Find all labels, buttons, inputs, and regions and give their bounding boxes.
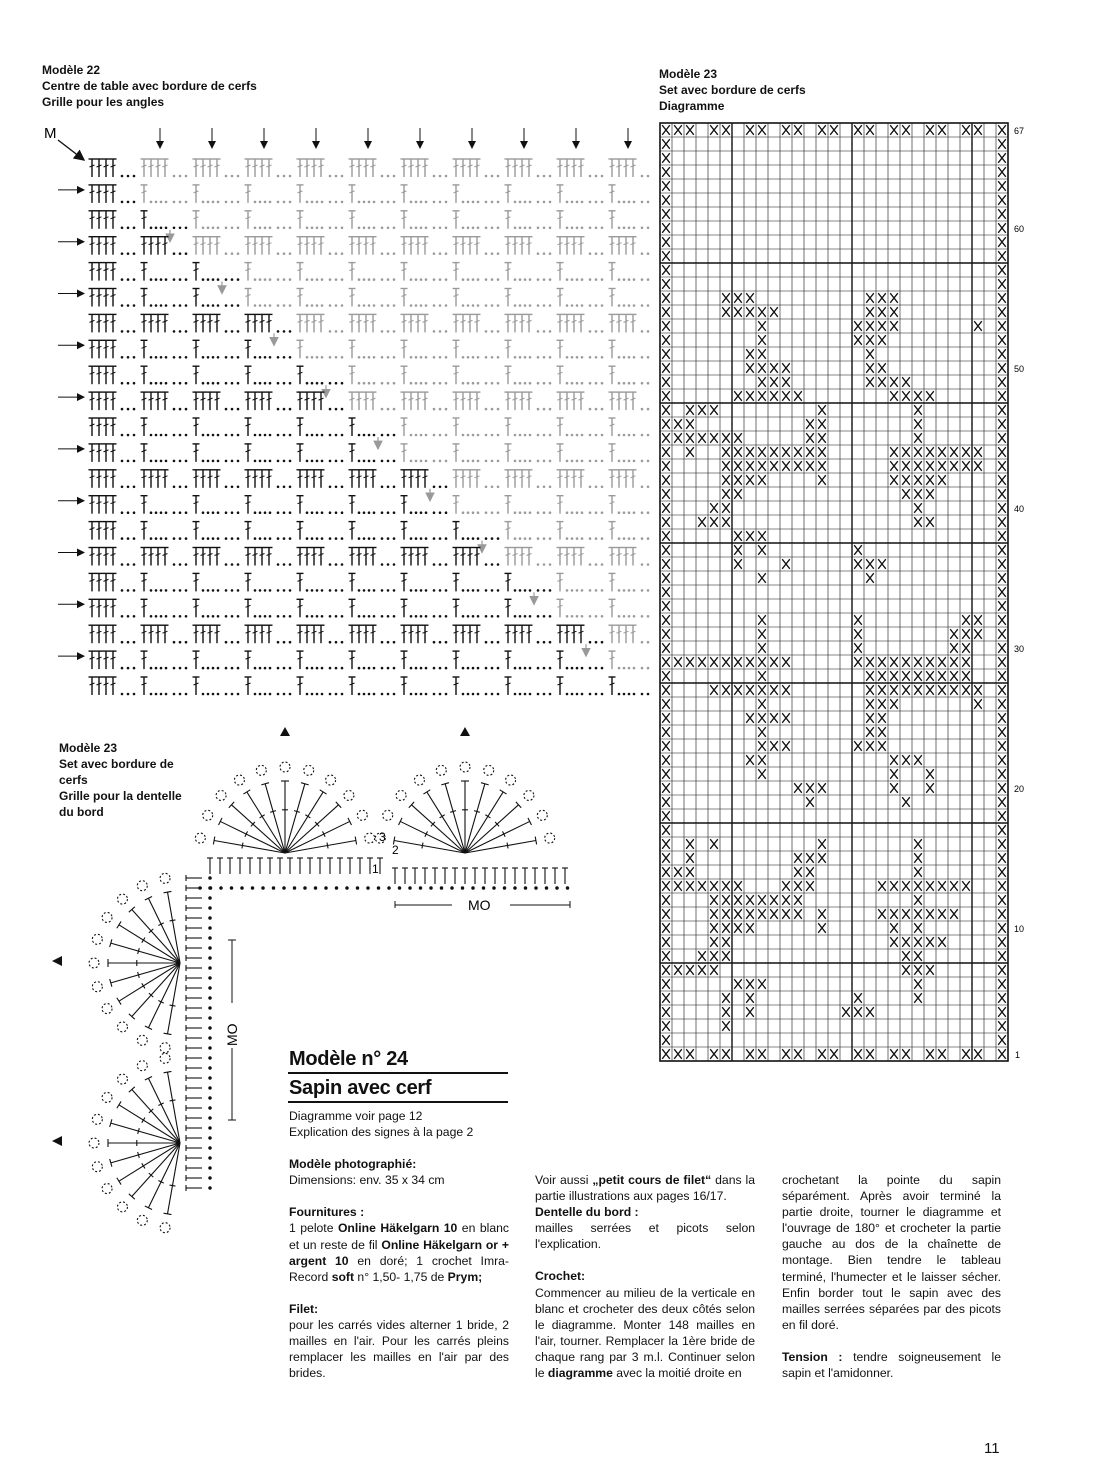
crochet-heading: Crochet: [535,1269,586,1284]
modele24-subtitle [289,1075,431,1101]
modele24-title-line2: Sapin avec cerf [289,1077,432,1099]
modele24-column-2 [535,1172,755,1381]
modele23-filet-diagram [655,118,1035,1068]
modele23-diagram-caption [659,66,806,114]
modele22-marker-m: M [44,125,57,142]
title-divider-2 [288,1101,508,1103]
row-label-30: 30 [1014,644,1025,654]
modele24-column-1 [289,1108,509,1381]
modele22-corner-chart [40,120,650,710]
triangle-marker-1 [280,727,290,736]
row-label-60: 60 [1014,224,1025,234]
modele23-edge-caption-line1: Modèle 23 [59,741,118,755]
modele23-edge-caption-line4: Grille pour la dentelle [59,789,182,803]
modele22-caption-line2: Centre de table avec bordure de cerfs [42,79,257,93]
ref-line-2: Explication des signes à la page 2 [289,1125,474,1140]
supplies-text: 1 pelote Online Häkelgarn 10 en blanc et un reste de fil Online Häkelgarn or + argent 10 en doré; 1 crochet Imra-Record soft n° 1,50- 1,75 de Prym; [289,1221,509,1284]
row-label-10: 10 [1014,924,1025,934]
supplies-heading: Fournitures : [289,1205,365,1220]
voir-text: Voir aussi „petit cours de filet“ dans la partie illustrations aux pages 16/17. [535,1173,756,1204]
row-label-1: 1 [1015,1050,1021,1060]
row-label-67: 67 [1014,126,1025,136]
dentelle-heading: Dentelle du bord : [535,1205,639,1220]
dimensions: Dimensions: env. 35 x 34 cm [289,1173,445,1188]
modele22-caption [42,62,257,110]
modele23-diagram-caption-line3: Diagramme [659,99,725,113]
row-label-40: 40 [1014,504,1025,514]
row-label-20: 20 [1014,784,1025,794]
mo-label-vertical: MO [224,1023,240,1046]
modele23-edge-caption-line5: du bord [59,805,104,819]
modele22-caption-line3: Grille pour les angles [42,95,165,109]
filet-grid [660,123,1008,1061]
photo-heading: Modèle photographié: [289,1157,417,1172]
filet-text: pour les carrés vides alterner 1 bride, 2 mailles en l'air. Pour les carrés pleins remplacer les mailles en l'air par des brides. [289,1317,509,1381]
modele23-diagram-caption-line1: Modèle 23 [659,67,718,81]
modele24-title [289,1046,408,1072]
ref-line-1: Diagramme voir page 12 [289,1109,423,1123]
modele22-stitch-grid [58,128,650,695]
modele24-column-3 [782,1172,1001,1381]
dentelle-text: mailles serrées et picots selon l'explication. [535,1221,755,1252]
modele23-diagram-caption-line2: Set avec bordure de cerfs [659,83,806,97]
triangle-marker-2 [460,727,470,736]
col3-text: crochetant la pointe du sapin séparément. Après avoir terminé la partie droite, tourner le diagramme et l'ouvrage de 180° et crocheter la partie gauche au dos de la chaînette de montage. Bien tendre le tableau terminé, l'humecter et le laisser sécher. Enfin border tout le sapin avec des mailles serrées séparées par des picots en fil doré. [782,1173,1001,1332]
modele22-caption-line1: Modèle 22 [42,63,101,77]
modele23-edge-caption-line2: Set avec bordure de [59,757,174,771]
modele24-title-line1: Modèle n° 24 [289,1048,408,1070]
crochet-text: Commencer au milieu de la verticale en blanc et crocheter des deux côtés selon le diagramme. Monter 148 mailles en l'air, tourner. Remplacer la 1ère bride de chaque rang par 3 m.l. Continuer selon le diagramme avec la moitié droite en [535,1285,755,1381]
row-label-50: 50 [1014,364,1025,374]
page-number: 11 [984,1440,1000,1457]
modele23-edge-caption-line3: cerfs [59,773,88,787]
mo-label-horizontal: MO [468,897,491,913]
triangle-marker-4 [52,1136,62,1146]
filet-heading: Filet: [289,1301,319,1316]
row-number-2: 2 [392,843,399,857]
row-number-1: 1 [372,862,379,876]
row-number-3: 3 [379,830,386,844]
tension-text: Tension : tendre soigneusement le sapin et l'amidonner. [782,1349,1001,1381]
triangle-marker-3 [52,956,62,966]
title-divider-1 [288,1072,508,1074]
